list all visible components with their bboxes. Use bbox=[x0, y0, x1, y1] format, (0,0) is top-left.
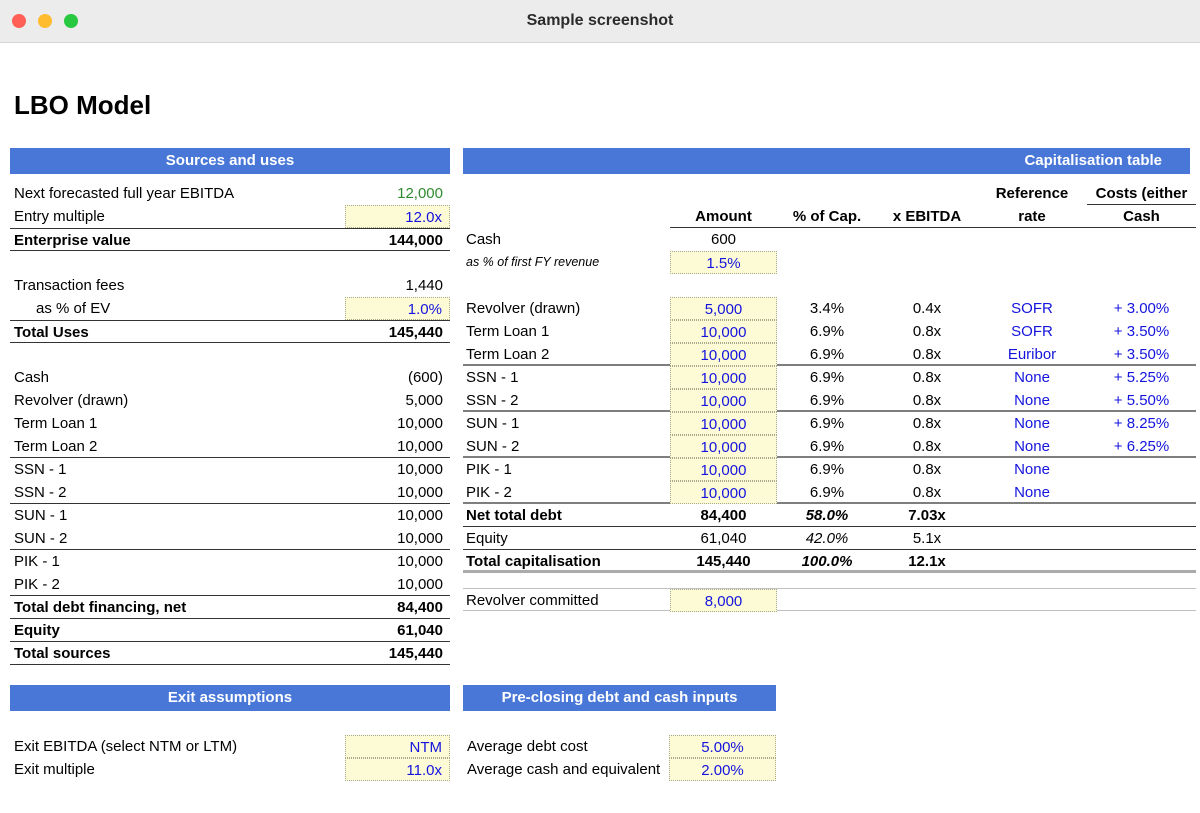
table-row bbox=[10, 366, 450, 389]
pct-of-cap-cell bbox=[777, 251, 877, 274]
row-value[interactable]: 1.0% bbox=[345, 297, 450, 320]
reference-rate-cell: None bbox=[1014, 461, 1050, 478]
row-value: 10,000 bbox=[397, 553, 443, 570]
table-row bbox=[10, 735, 450, 758]
amount-cell[interactable]: 10,000 bbox=[670, 320, 777, 343]
reference-rate-cell: SOFR bbox=[1011, 323, 1053, 340]
row-label: Exit multiple bbox=[14, 761, 95, 778]
reference-rate-cell bbox=[977, 589, 1087, 612]
row-label: PIK - 1 bbox=[466, 461, 512, 478]
x-ebitda-cell bbox=[877, 228, 977, 251]
pct-of-cap-cell: 3.4% bbox=[809, 300, 845, 317]
pre-closing-table bbox=[463, 685, 776, 781]
table-row bbox=[10, 550, 450, 573]
table-row bbox=[10, 435, 450, 458]
cost-cell bbox=[1087, 550, 1196, 573]
pct-of-cap-cell bbox=[777, 228, 877, 251]
row-label: Total Uses bbox=[14, 324, 89, 341]
pct-of-cap-cell: 6.9% bbox=[777, 389, 877, 412]
x-ebitda-cell: 0.8x bbox=[912, 369, 942, 386]
row-value: 10,000 bbox=[397, 461, 443, 478]
row-label bbox=[463, 182, 670, 205]
pct-of-cap-cell: 6.9% bbox=[809, 461, 845, 478]
row-label: Cash bbox=[14, 369, 50, 386]
pct-of-cap-cell bbox=[777, 589, 877, 612]
row-label: Enterprise value bbox=[14, 232, 131, 249]
row-value[interactable]: NTM bbox=[345, 735, 450, 758]
row-value: 10,000 bbox=[397, 576, 443, 593]
row-value: 10,000 bbox=[397, 484, 443, 501]
row-label: Average cash and equivalent bbox=[467, 761, 661, 778]
table-row bbox=[10, 274, 450, 297]
row-label: Equity bbox=[466, 530, 508, 547]
reference-rate-cell bbox=[977, 228, 1087, 251]
row-value: 10,000 bbox=[397, 530, 443, 547]
pct-of-cap-cell: 6.9% bbox=[777, 435, 877, 458]
row-label bbox=[463, 205, 670, 228]
x-ebitda-cell: 0.8x bbox=[877, 389, 977, 412]
table-row bbox=[463, 435, 1196, 458]
amount-cell[interactable]: 10,000 bbox=[670, 481, 777, 504]
row-label: Entry multiple bbox=[14, 208, 105, 225]
pct-of-cap-cell: 6.9% bbox=[777, 343, 877, 366]
row-value: 1,440 bbox=[405, 277, 443, 294]
reference-rate-cell: None bbox=[1014, 369, 1050, 386]
table-row bbox=[10, 412, 450, 435]
sources-and-uses-table bbox=[10, 148, 450, 665]
row-label: SSN - 2 bbox=[14, 484, 67, 501]
row-label: Term Loan 1 bbox=[466, 323, 550, 340]
x-ebitda-cell bbox=[877, 251, 977, 274]
row-value[interactable]: 2.00% bbox=[669, 758, 776, 781]
row-label: as % of EV bbox=[36, 300, 111, 317]
table-row bbox=[10, 527, 450, 550]
table-row bbox=[463, 758, 776, 781]
cost-cell: + 6.25% bbox=[1087, 435, 1196, 458]
x-ebitda-cell bbox=[877, 182, 977, 205]
amount-cell: 145,440 bbox=[696, 553, 751, 570]
table-row bbox=[10, 642, 450, 665]
row-label: Cash bbox=[466, 231, 502, 248]
table-row bbox=[10, 573, 450, 596]
row-value: 84,400 bbox=[397, 599, 443, 616]
reference-rate-cell: None bbox=[977, 481, 1087, 504]
row-label: SSN - 1 bbox=[14, 461, 67, 478]
window-titlebar bbox=[0, 0, 1200, 43]
row-label: PIK - 2 bbox=[14, 576, 60, 593]
table-row bbox=[463, 458, 1196, 481]
reference-rate-cell: None bbox=[977, 435, 1087, 458]
x-ebitda-cell: 0.8x bbox=[877, 481, 977, 504]
cost-cell bbox=[1087, 527, 1196, 550]
amount-cell: Amount bbox=[670, 205, 777, 228]
table-row bbox=[463, 366, 1196, 389]
table-row bbox=[463, 550, 1196, 573]
row-label: Exit EBITDA (select NTM or LTM) bbox=[14, 738, 238, 755]
x-ebitda-cell: 0.8x bbox=[912, 323, 942, 340]
x-ebitda-cell: 0.8x bbox=[877, 343, 977, 366]
table-row bbox=[463, 343, 1196, 366]
amount-cell[interactable]: 5,000 bbox=[670, 297, 777, 320]
table-row bbox=[10, 504, 450, 527]
table-row bbox=[10, 182, 450, 205]
window-title: Sample screenshot bbox=[526, 12, 674, 29]
cost-cell: + 3.50% bbox=[1087, 343, 1196, 366]
cost-cell bbox=[1087, 251, 1196, 274]
table-row bbox=[463, 735, 776, 758]
row-value: 10,000 bbox=[397, 507, 443, 524]
reference-rate-cell: Euribor bbox=[977, 343, 1087, 366]
row-label: Revolver (drawn) bbox=[466, 300, 581, 317]
amount-cell[interactable]: 10,000 bbox=[670, 343, 777, 366]
amount-cell[interactable]: 10,000 bbox=[670, 435, 777, 458]
row-label: Term Loan 1 bbox=[14, 415, 98, 432]
row-label: Term Loan 2 bbox=[463, 343, 670, 366]
row-value[interactable]: 12.0x bbox=[345, 205, 450, 228]
table-row bbox=[10, 389, 450, 412]
cost-cell bbox=[1087, 481, 1196, 504]
row-label: SSN - 1 bbox=[466, 369, 519, 386]
x-ebitda-cell: 0.8x bbox=[912, 415, 942, 432]
capitalisation-table bbox=[463, 148, 1196, 611]
row-value: 10,000 bbox=[397, 415, 443, 432]
amount-cell: 600 bbox=[710, 231, 737, 248]
x-ebitda-cell: 12.1x bbox=[908, 553, 946, 570]
table-row bbox=[10, 297, 450, 320]
reference-rate-cell bbox=[977, 527, 1087, 550]
row-label: Transaction fees bbox=[14, 277, 125, 294]
section-header-sources-and-uses: Sources and uses bbox=[10, 148, 450, 174]
row-value: 145,440 bbox=[388, 645, 443, 662]
row-label: Next forecasted full year EBITDA bbox=[14, 185, 235, 202]
cost-cell: Cash bbox=[1087, 205, 1196, 228]
table-row bbox=[463, 481, 1196, 504]
cost-cell: + 5.25% bbox=[1113, 369, 1170, 386]
reference-rate-cell: rate bbox=[977, 205, 1087, 228]
table-row bbox=[10, 320, 450, 343]
cost-cell: + 5.50% bbox=[1087, 389, 1196, 412]
reference-rate-cell: None bbox=[1014, 415, 1050, 432]
pct-of-cap-cell: 42.0% bbox=[805, 530, 849, 547]
exit-assumptions-table bbox=[10, 685, 450, 781]
row-label: SUN - 1 bbox=[14, 507, 68, 524]
row-value: 10,000 bbox=[397, 438, 443, 455]
cost-cell bbox=[1087, 458, 1196, 481]
row-label: Total sources bbox=[14, 645, 111, 662]
x-ebitda-cell: 0.8x bbox=[877, 435, 977, 458]
cost-cell: + 8.25% bbox=[1113, 415, 1170, 432]
table-row bbox=[463, 182, 1196, 205]
page-title: LBO Model bbox=[14, 90, 152, 120]
reference-rate-cell bbox=[977, 251, 1087, 274]
table-row bbox=[463, 251, 1196, 274]
pct-of-cap-cell: 6.9% bbox=[809, 323, 845, 340]
amount-cell: 61,040 bbox=[700, 530, 747, 547]
pct-of-cap-cell: % of Cap. bbox=[777, 205, 877, 228]
amount-cell[interactable]: 10,000 bbox=[670, 389, 777, 412]
row-label: as % of first FY revenue bbox=[466, 255, 600, 269]
cost-cell: Costs (either bbox=[1087, 182, 1196, 205]
row-label: Term Loan 2 bbox=[14, 438, 98, 455]
table-row bbox=[463, 527, 1196, 550]
section-header-pre-closing: Pre-closing debt and cash inputs bbox=[463, 685, 776, 711]
table-row bbox=[463, 205, 1196, 228]
row-label: SUN - 2 bbox=[14, 530, 68, 547]
row-label: PIK - 2 bbox=[463, 481, 670, 504]
pct-of-cap-cell bbox=[777, 182, 877, 205]
section-header-exit-assumptions: Exit assumptions bbox=[10, 685, 450, 711]
amount-cell[interactable]: 10,000 bbox=[670, 366, 777, 389]
amount-cell: 84,400 bbox=[700, 507, 747, 524]
row-value: (600) bbox=[407, 369, 443, 386]
cost-cell: + 3.00% bbox=[1113, 300, 1170, 317]
x-ebitda-cell: 5.1x bbox=[912, 530, 942, 547]
row-value: 12,000 bbox=[397, 185, 443, 202]
amount-cell[interactable]: 1.5% bbox=[670, 251, 777, 274]
pct-of-cap-cell: 6.9% bbox=[809, 369, 845, 386]
cost-cell bbox=[1087, 228, 1196, 251]
row-label: SUN - 2 bbox=[463, 435, 670, 458]
amount-cell bbox=[670, 182, 777, 205]
table-row bbox=[10, 758, 450, 781]
cost-cell bbox=[1087, 504, 1196, 527]
pct-of-cap-cell: 100.0% bbox=[801, 553, 853, 570]
row-label: PIK - 1 bbox=[14, 553, 60, 570]
table-row bbox=[10, 228, 450, 251]
row-value[interactable]: 5.00% bbox=[669, 735, 776, 758]
row-label: Revolver committed bbox=[466, 592, 599, 609]
table-row bbox=[463, 412, 1196, 435]
x-ebitda-cell: x EBITDA bbox=[877, 205, 977, 228]
table-row bbox=[10, 205, 450, 228]
reference-rate-cell bbox=[977, 504, 1087, 527]
x-ebitda-cell: 0.8x bbox=[912, 461, 942, 478]
row-value: 144,000 bbox=[388, 232, 443, 249]
row-label: Equity bbox=[14, 622, 60, 639]
pct-of-cap-cell: 58.0% bbox=[805, 507, 849, 524]
x-ebitda-cell bbox=[877, 589, 977, 612]
table-row bbox=[10, 481, 450, 504]
pct-of-cap-cell: 6.9% bbox=[777, 481, 877, 504]
cost-cell: + 3.50% bbox=[1113, 323, 1170, 340]
x-ebitda-cell: 7.03x bbox=[908, 507, 946, 524]
row-label: Total capitalisation bbox=[466, 553, 601, 570]
row-label: SSN - 2 bbox=[463, 389, 670, 412]
reference-rate-cell: None bbox=[977, 389, 1087, 412]
pct-of-cap-cell: 6.9% bbox=[809, 415, 845, 432]
table-row bbox=[463, 504, 1196, 527]
amount-cell[interactable]: 8,000 bbox=[670, 589, 777, 612]
row-value: 61,040 bbox=[397, 622, 443, 639]
row-label: Average debt cost bbox=[467, 738, 588, 755]
row-value: 5,000 bbox=[405, 392, 443, 409]
row-label: Total debt financing, net bbox=[14, 599, 187, 616]
table-row bbox=[10, 458, 450, 481]
x-ebitda-cell: 0.4x bbox=[912, 300, 942, 317]
amount-cell[interactable]: 10,000 bbox=[670, 458, 777, 481]
row-value: 145,440 bbox=[388, 324, 443, 341]
table-row bbox=[463, 297, 1196, 320]
row-label: SUN - 1 bbox=[466, 415, 520, 432]
amount-cell[interactable]: 10,000 bbox=[670, 412, 777, 435]
table-row bbox=[463, 228, 1196, 251]
table-row bbox=[10, 596, 450, 619]
row-label: Net total debt bbox=[466, 507, 562, 524]
reference-rate-cell bbox=[977, 550, 1087, 573]
table-row bbox=[10, 619, 450, 642]
table-row bbox=[463, 320, 1196, 343]
cost-cell bbox=[1087, 589, 1196, 612]
table-row bbox=[463, 389, 1196, 412]
table-row bbox=[463, 588, 1196, 611]
reference-rate-cell: Reference bbox=[995, 185, 1069, 202]
row-value[interactable]: 11.0x bbox=[345, 758, 450, 781]
reference-rate-cell: SOFR bbox=[1011, 300, 1053, 317]
row-label: Revolver (drawn) bbox=[14, 392, 129, 409]
section-header-capitalisation: Capitalisation table bbox=[463, 148, 1190, 174]
